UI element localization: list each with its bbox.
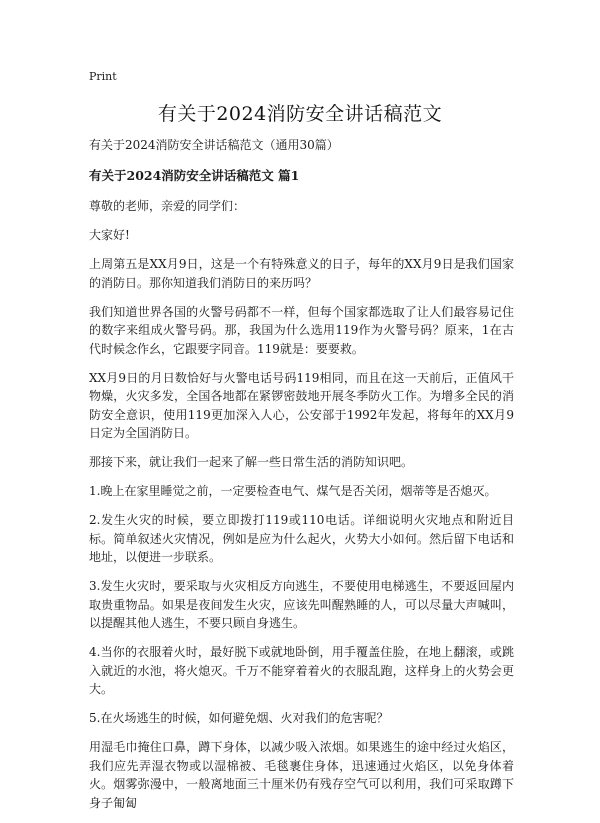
list-item: 4.当你的衣服着火时，最好脱下或就地卧倒，用手覆盖住脸，在地上翻滚，或跳入就近的水池，将火熄灭。千万不能穿着着火的衣服乱跑，这样身上的火势会更大。 [89,645,514,696]
paragraph: XX月9日的月日数恰好与火警电话号码119相同，而且在这一天前后，正值风干物燥，火灾多发，全国各地都在紧锣密鼓地开展冬季防火工作。为增多全民的消防安全意识，使用119更加深入人心，公安部于1992年发起，将每年的XX月9日定为全国消防日。 [89,370,514,440]
document-body [89,136,514,823]
page-title: 有关于2024消防安全讲话稿范文 [157,103,443,125]
list-item: 5.在火场逃生的时候，如何避免烟、火对我们的危害呢？ [89,711,389,725]
list-item: 3.发生火灾时，要采取与火灾相反方向逃生，不要使用电梯逃生，不要返回屋内取贵重物品。如果是夜间发生火灾，应该先叫醒熟睡的人，可以尽量大声喊叫，以提醒其他人逃生，不要只顾自身逃生。 [89,579,514,630]
paragraph: 我们知道世界各国的火警号码都不一样，但每个国家都选取了让人们最容易记住的数字来组成火警号码。那，我国为什么选用119作为火警号码？原来，1在古代时候念作幺，它跟要字同音。119就是：要要救。 [89,304,514,356]
print-label: Print [89,70,117,83]
paragraph: 用湿毛巾掩住口鼻，蹲下身体，以减少吸入浓烟。如果逃生的途中经过火焰区，我们应先弄湿衣物或以湿棉被、毛毯裹住身体，迅速通过火焰区，以免身体着火。烟雾弥漫中，一般离地面三十厘米仍有残存空气可以利用，我们可采取蹲下身子匍匐 [89,740,514,810]
list-item: 1.晚上在家里睡觉之前，一定要检查电气、煤气是否关闭，烟蒂等是否熄灭。 [89,484,497,498]
paragraph: 那接下来，就让我们一起来了解一些日常生活的消防知识吧。 [89,455,414,469]
list-item: 2.发生火灾的时候，要立即拨打119或110电话。详细说明火灾地点和附近目标。简单叙述火灾情况，例如是应为什么起火，火势大小如何。然后留下电话和地址，以便进一步联系。 [89,513,514,564]
paragraph: 上周第五是XX月9日，这是一个有特殊意义的日子，每年的XX月9日是我们国家的消防日。那你知道我们消防日的来历吗？ [89,257,514,290]
section-title: 有关于2024消防安全讲话稿范文 篇1 [89,167,300,183]
greeting: 大家好! [89,228,130,242]
salutation: 尊敬的老师，亲爱的同学们： [89,199,246,213]
document-subtitle: 有关于2024消防安全讲话稿范文（通用30篇） [89,138,339,152]
